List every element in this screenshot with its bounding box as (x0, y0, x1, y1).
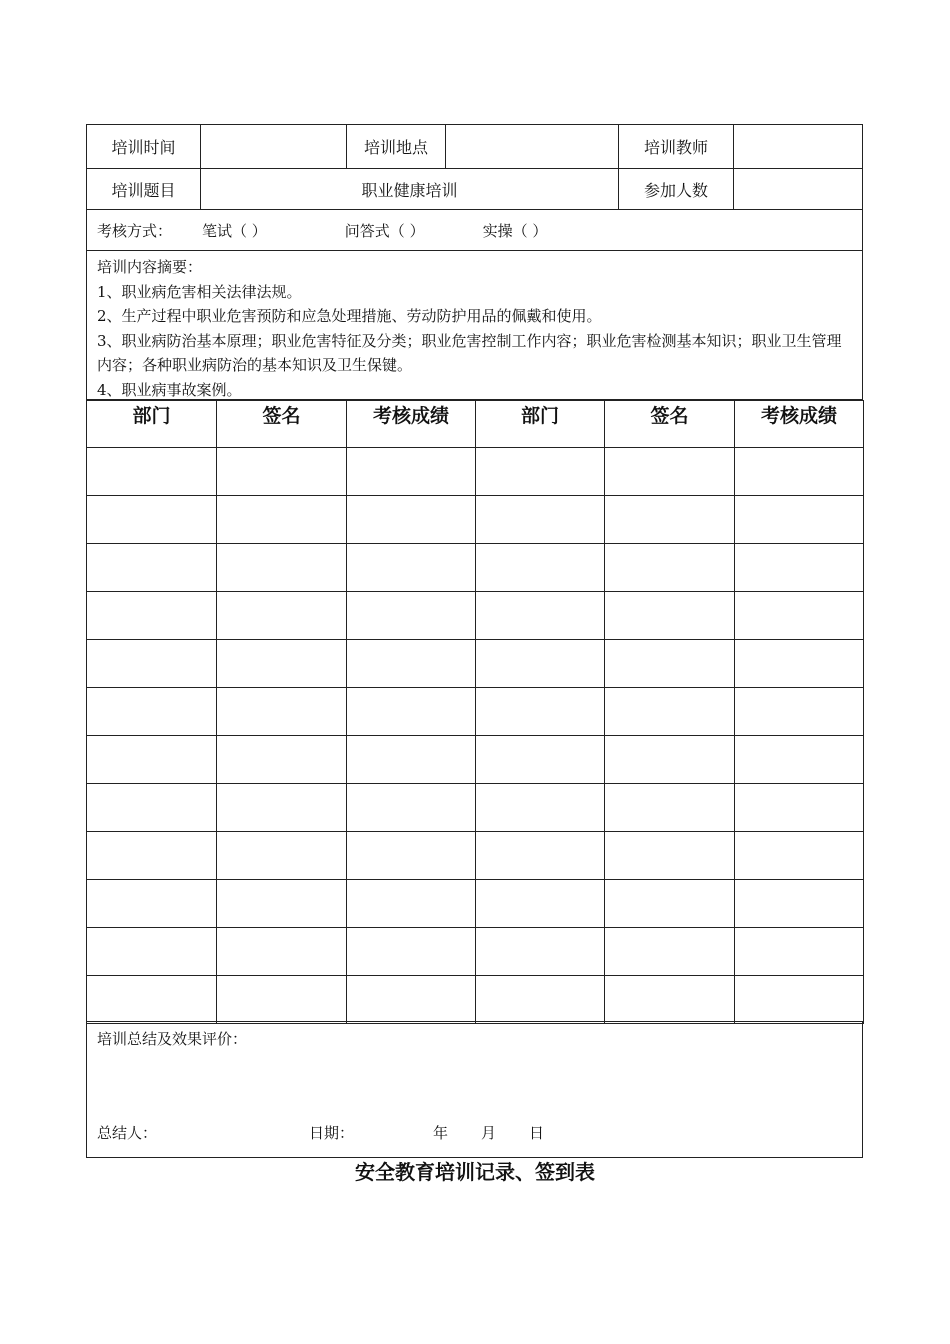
content-summary (86, 251, 863, 400)
table-row (87, 496, 864, 544)
sign-cell[interactable] (735, 640, 864, 688)
sign-cell[interactable] (476, 688, 605, 736)
sign-cell[interactable] (347, 592, 476, 640)
sign-cell[interactable] (476, 592, 605, 640)
table-row (87, 640, 864, 688)
sign-cell[interactable] (347, 976, 476, 1024)
sign-cell[interactable] (605, 592, 735, 640)
col-header-signature: 签名 (605, 401, 735, 448)
sign-cell[interactable] (605, 784, 735, 832)
header-grid (86, 124, 863, 210)
sign-cell[interactable] (476, 496, 605, 544)
sign-cell[interactable] (87, 784, 217, 832)
sign-cell[interactable] (217, 976, 347, 1024)
sign-cell[interactable] (605, 448, 735, 496)
training-place-field[interactable] (446, 125, 619, 168)
sign-cell[interactable] (347, 880, 476, 928)
sign-cell[interactable] (217, 928, 347, 976)
participant-count-field[interactable] (734, 168, 864, 210)
table-row (87, 784, 864, 832)
sign-cell[interactable] (347, 784, 476, 832)
sign-cell[interactable] (217, 544, 347, 592)
sign-cell[interactable] (605, 544, 735, 592)
sign-cell[interactable] (217, 880, 347, 928)
header-row-1 (87, 125, 862, 169)
sign-cell[interactable] (87, 592, 217, 640)
exam-method-label: 考核方式： (97, 221, 173, 240)
exam-qa-option[interactable]: 问答式（ ） (344, 221, 425, 240)
sign-cell[interactable] (476, 640, 605, 688)
sign-cell[interactable] (347, 640, 476, 688)
sign-cell[interactable] (217, 496, 347, 544)
document-title: 安全教育培训记录、签到表 (355, 1160, 595, 1184)
exam-method-row (86, 210, 863, 251)
evaluation-section (86, 1021, 863, 1158)
summary-item-3: 3、职业病防治基本原理；职业危害特征及分类；职业危害控制工作内容；职业危害检测基本知识；职业卫生管理内容；各种职业病防治的基本知识及卫生保键。 (97, 331, 842, 374)
col-header-department: 部门 (87, 401, 217, 448)
sign-in-table (86, 400, 864, 1024)
sign-cell[interactable] (476, 544, 605, 592)
sign-cell[interactable] (217, 688, 347, 736)
sign-cell[interactable] (735, 832, 864, 880)
evaluation-label: 培训总结及效果评价： (97, 1030, 248, 1048)
sign-cell[interactable] (347, 928, 476, 976)
table-row (87, 976, 864, 1024)
sign-cell[interactable] (87, 736, 217, 784)
sign-cell[interactable] (476, 928, 605, 976)
table-row (87, 832, 864, 880)
sign-cell[interactable] (87, 448, 217, 496)
col-header-department: 部门 (476, 401, 605, 448)
sign-cell[interactable] (735, 928, 864, 976)
sign-cell[interactable] (605, 832, 735, 880)
training-teacher-label: 培训教师 (619, 125, 734, 168)
sign-cell[interactable] (87, 688, 217, 736)
sign-cell[interactable] (347, 688, 476, 736)
summary-item-2: 2、生产过程中职业危害预防和应急处理措施、劳动防护用品的佩戴和使用。 (97, 307, 602, 325)
month-label: 月 (481, 1124, 497, 1142)
training-topic-value[interactable]: 职业健康培训 (201, 168, 619, 210)
table-row (87, 736, 864, 784)
exam-written-option[interactable]: 笔试（ ） (202, 221, 267, 240)
sign-cell[interactable] (735, 496, 864, 544)
sign-cell[interactable] (87, 544, 217, 592)
year-label: 年 (433, 1124, 449, 1142)
sign-cell[interactable] (217, 784, 347, 832)
summary-title: 培训内容摘要： (97, 258, 203, 276)
sign-cell[interactable] (347, 496, 476, 544)
sign-cell[interactable] (87, 496, 217, 544)
training-time-label: 培训时间 (87, 125, 201, 168)
sign-cell[interactable] (605, 976, 735, 1024)
summary-item-1: 1、职业病危害相关法律法规。 (97, 282, 302, 301)
sign-cell[interactable] (217, 736, 347, 784)
sign-cell[interactable] (605, 928, 735, 976)
sign-cell[interactable] (87, 640, 217, 688)
sign-cell[interactable] (87, 928, 217, 976)
exam-practice-option[interactable]: 实操（ ） (482, 221, 548, 240)
col-header-score: 考核成绩 (347, 401, 476, 448)
table-row (87, 880, 864, 928)
table-row (87, 448, 864, 496)
sign-cell[interactable] (605, 736, 735, 784)
sign-cell[interactable] (87, 832, 217, 880)
sign-cell[interactable] (476, 832, 605, 880)
day-label: 日 (529, 1124, 545, 1142)
table-row (87, 544, 864, 592)
date-label: 日期： (309, 1124, 355, 1142)
sign-cell[interactable] (87, 976, 217, 1024)
sign-cell[interactable] (217, 832, 347, 880)
sign-cell[interactable] (605, 640, 735, 688)
sign-cell[interactable] (347, 832, 476, 880)
sign-cell[interactable] (735, 976, 864, 1024)
table-row (87, 688, 864, 736)
sign-cell[interactable] (605, 496, 735, 544)
header-row-2 (87, 168, 862, 210)
sign-cell[interactable] (347, 544, 476, 592)
sign-cell[interactable] (735, 544, 864, 592)
sign-cell[interactable] (476, 736, 605, 784)
col-header-score: 考核成绩 (735, 401, 864, 448)
sign-cell[interactable] (605, 688, 735, 736)
sign-cell[interactable] (347, 448, 476, 496)
sign-cell[interactable] (735, 736, 864, 784)
sign-cell[interactable] (217, 448, 347, 496)
sign-cell[interactable] (87, 880, 217, 928)
sign-table-header (87, 401, 864, 448)
sign-cell[interactable] (735, 880, 864, 928)
table-row (87, 592, 864, 640)
training-time-field[interactable] (201, 125, 347, 168)
training-teacher-field[interactable] (734, 125, 864, 168)
summary-item-4: 4、职业病事故案例。 (97, 380, 242, 399)
sign-cell[interactable] (735, 448, 864, 496)
sign-cell[interactable] (217, 640, 347, 688)
sign-cell[interactable] (735, 592, 864, 640)
participant-count-label: 参加人数 (619, 168, 734, 210)
sign-cell[interactable] (605, 880, 735, 928)
sign-cell[interactable] (476, 976, 605, 1024)
summarizer-label: 总结人： (97, 1124, 158, 1142)
sign-cell[interactable] (347, 736, 476, 784)
sign-cell[interactable] (735, 784, 864, 832)
sign-cell[interactable] (217, 592, 347, 640)
sign-cell[interactable] (476, 448, 605, 496)
col-header-signature: 签名 (217, 401, 347, 448)
table-row (87, 928, 864, 976)
sign-cell[interactable] (476, 784, 605, 832)
training-topic-label: 培训题目 (87, 168, 201, 210)
sign-cell[interactable] (735, 688, 864, 736)
sign-cell[interactable] (476, 880, 605, 928)
training-place-label: 培训地点 (347, 125, 446, 168)
